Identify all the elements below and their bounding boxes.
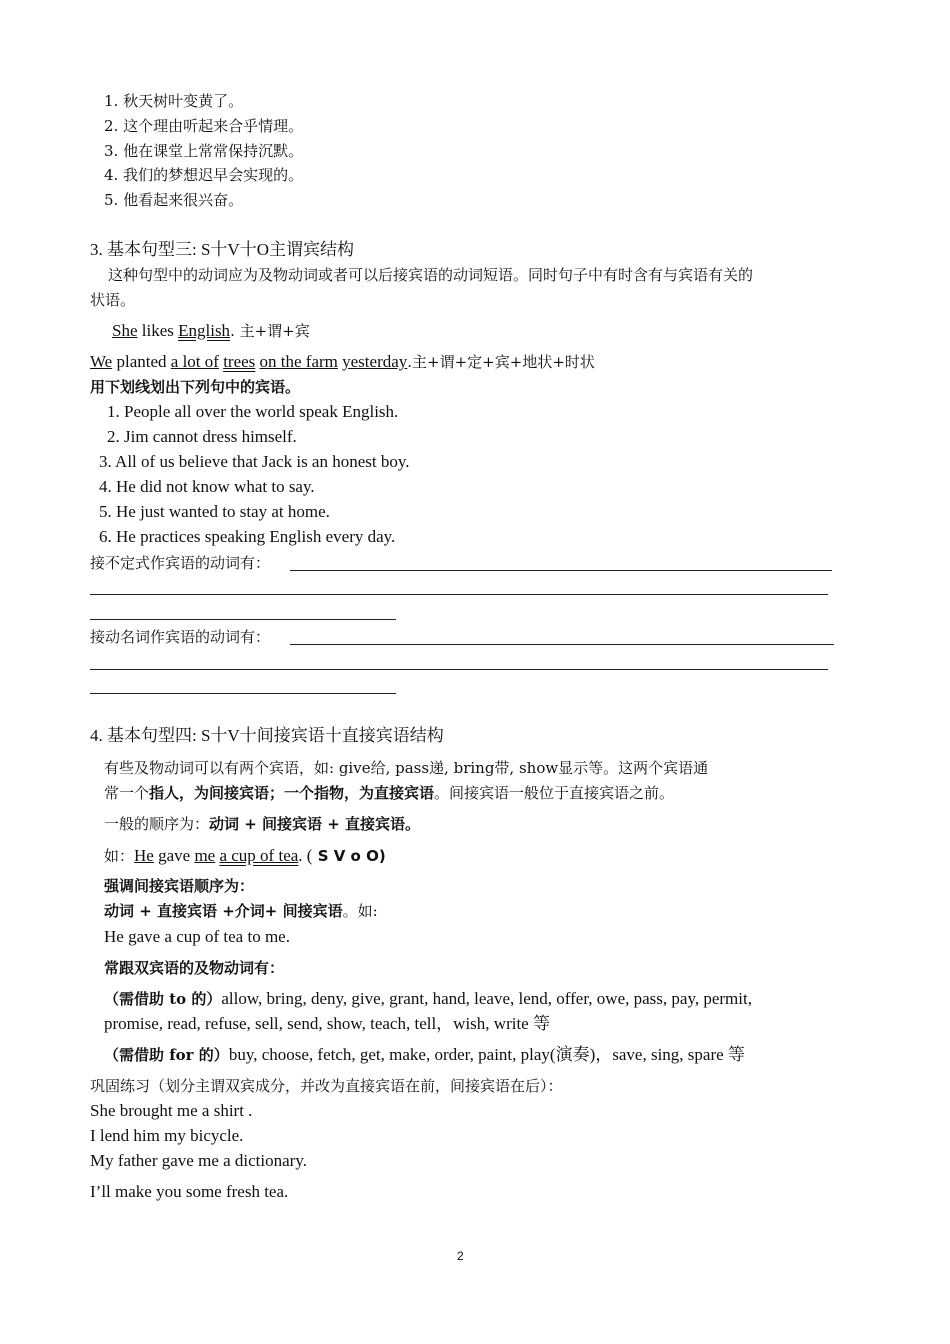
- verb: likes: [141, 321, 174, 340]
- section4-paragraph: 有些及物动词可以有两个宾语，如: give给, pass递, bring带, show显示等。这两个宾语通: [104, 759, 709, 777]
- section4-example: 如：He gave me a cup of tea. ( S V o O): [104, 846, 386, 865]
- section3-task: 用下划线划出下列句中的宾语。: [90, 378, 301, 396]
- to-verbs-line: [104, 988, 752, 1010]
- object: trees: [223, 352, 256, 371]
- answer-line[interactable]: [90, 619, 396, 620]
- page-number: 2: [457, 1249, 464, 1263]
- answer-line[interactable]: [290, 570, 832, 571]
- place-adverbial: on the farm: [259, 352, 338, 371]
- section4-order: 一般的顺序为：动词 + 间接宾语 + 直接宾语。: [104, 815, 421, 833]
- to-verbs-list-cont: promise, read, refuse, sell, send, show, teach, tell，wish, write 等: [104, 1014, 550, 1033]
- section3-heading: 3. 基本句型三: S十V十O主谓宾结构: [90, 240, 354, 259]
- exercise-sentence: 1. People all over the world speak English.: [107, 402, 399, 421]
- to-verbs-label: （需借助 to 的）: [104, 990, 222, 1008]
- answer-line[interactable]: [90, 669, 828, 670]
- exercise-sentence: 6. He practices speaking English every day.: [99, 527, 396, 546]
- exercise-sentence: 4. He did not know what to say.: [99, 477, 315, 496]
- example-sentence-1: [112, 320, 310, 342]
- list1-item: 1. 秋天树叶变黄了。: [104, 92, 244, 110]
- pattern-note: . 主+谓+宾: [230, 322, 310, 340]
- emphasis-order: 动词 + 直接宾语 +介词+ 间接宾语。如:: [104, 902, 378, 920]
- example-sentence-2: [90, 351, 595, 373]
- answer-line[interactable]: [90, 594, 828, 595]
- subject: She: [112, 321, 138, 340]
- list1-item: 5. 他看起来很兴奋。: [104, 191, 244, 209]
- infinitive-verbs-label: 接不定式作宾语的动词有：: [90, 554, 271, 572]
- common-verbs-heading: 常跟双宾语的及物动词有：: [104, 959, 285, 977]
- subject: We: [90, 352, 113, 371]
- for-verbs-label: （需借助 for 的）: [104, 1046, 229, 1064]
- section4-heading: 4. 基本句型四: S十V十间接宾语十直接宾语结构: [90, 726, 444, 745]
- practice-heading: 巩固练习（划分主谓双宾成分，并改为直接宾语在前，间接宾语在后）：: [90, 1077, 563, 1095]
- practice-sentence: My father gave me a dictionary.: [90, 1151, 307, 1170]
- for-verbs-line: [104, 1044, 745, 1066]
- list1-item: 4. 我们的梦想迟早会实现的。: [104, 166, 304, 184]
- time-adverbial: yesterday: [342, 352, 408, 371]
- list1-item: 3. 他在课堂上常常保持沉默。: [104, 142, 304, 160]
- verb: planted: [116, 352, 167, 371]
- gerund-verbs-label: 接动名词作宾语的动词有：: [90, 628, 271, 646]
- list1-item: 2. 这个理由听起来合乎情理。: [104, 117, 304, 135]
- pattern-svoo: S V o O): [312, 847, 386, 865]
- emphasis-example: He gave a cup of tea to me.: [104, 927, 290, 946]
- section3-description-cont: 状语。: [90, 291, 136, 309]
- to-verbs-list: allow, bring, deny, give, grant, hand, leave, lend, offer, owe, pass, pay, permit,: [221, 989, 752, 1008]
- attributive: a lot of: [170, 352, 219, 371]
- emphasis-heading: 强调间接宾语顺序为：: [104, 877, 255, 895]
- practice-sentence: She brought me a shirt .: [90, 1101, 253, 1120]
- exercise-sentence: 3. All of us believe that Jack is an honest boy.: [99, 452, 410, 471]
- pattern-note: .主+谓+定+宾+地状+时状: [407, 353, 595, 371]
- indirect-object: me: [194, 846, 216, 865]
- answer-line[interactable]: [90, 693, 396, 694]
- object: English: [178, 321, 231, 340]
- practice-sentence: I lend him my bicycle.: [90, 1126, 244, 1145]
- section4-paragraph-cont: 常一个指人，为间接宾语；一个指物，为直接宾语。间接宾语一般位于直接宾语之前。: [104, 784, 675, 802]
- subject: He: [134, 846, 154, 865]
- practice-sentence: I’ll make you some fresh tea.: [90, 1182, 289, 1201]
- answer-line[interactable]: [290, 644, 834, 645]
- verb: gave: [158, 846, 191, 865]
- for-verbs-list: buy, choose, fetch, get, make, order, paint, play(演奏)，save, sing, spare 等: [228, 1045, 745, 1064]
- exercise-sentence: 2. Jim cannot dress himself.: [107, 427, 297, 446]
- section3-description: 这种句型中的动词应为及物动词或者可以后接宾语的动词短语。同时句子中有时含有与宾语有关的: [108, 266, 754, 284]
- direct-object: a cup of tea: [219, 846, 299, 865]
- exercise-sentence: 5. He just wanted to stay at home.: [99, 502, 330, 521]
